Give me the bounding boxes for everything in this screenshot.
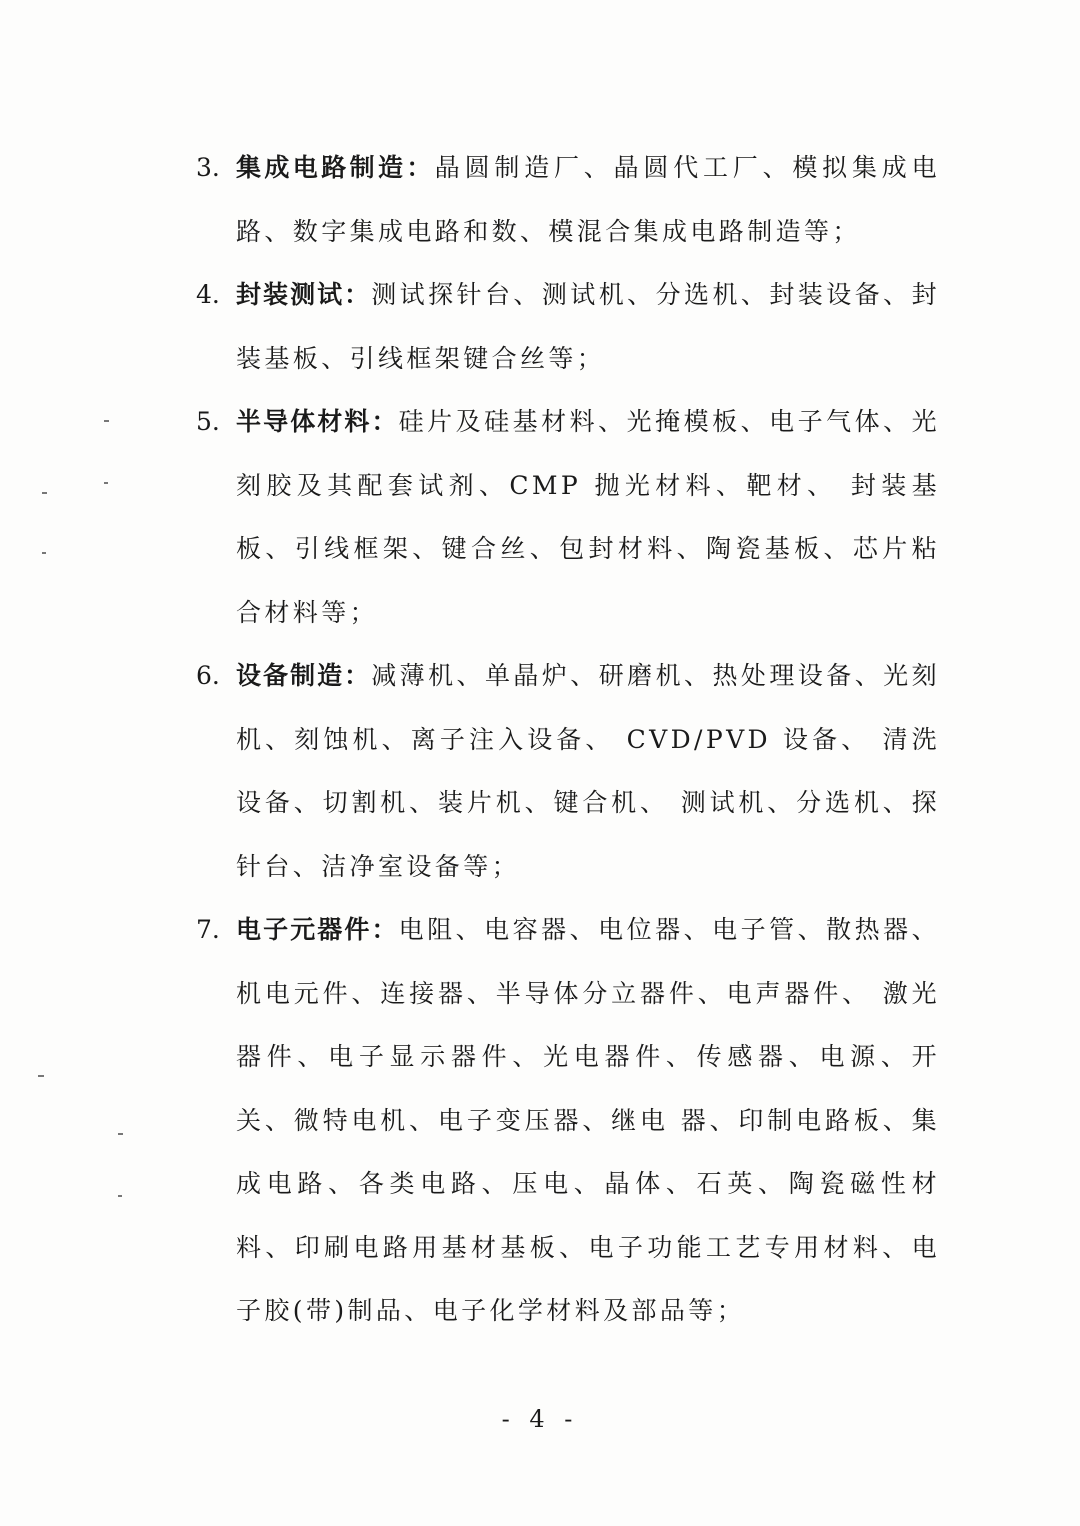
list-item-7 <box>196 898 940 1343</box>
item-number: 7. <box>196 915 220 944</box>
list-item-5 <box>196 390 940 644</box>
item-text: 硅片及硅基材料、光掩模板、电子气体、光刻胶及其配套试剂、CMP 抛光材料、靶材、 封装基板、引线框架、键合丝、包封材料、陶瓷基板、芯片粘合材料等； <box>236 407 940 627</box>
scan-speck <box>42 492 47 494</box>
item-text: 电阻、电容器、电位器、电子管、散热器、机电元件、连接器、半导体分立器件、电声器件、 激光器件、电子显示器件、光电器件、传感器、电源、开关、微特电机、电子变压器、继电 器、印制电路板、集成电路、各类电路、压电、晶体、石英、陶瓷磁性材料、印刷电路用基材基板、电子功能工艺专用材料、电子胶(带)制品、电子化学材料及部品等； <box>236 915 940 1325</box>
item-term: 封装测试： <box>236 280 372 309</box>
item-term: 半导体材料： <box>236 407 399 436</box>
industry-category-list <box>196 136 940 1343</box>
scan-speck <box>118 1195 122 1197</box>
item-term: 设备制造： <box>236 661 372 690</box>
scan-speck <box>42 552 46 554</box>
item-number: 3. <box>196 153 220 182</box>
item-number: 6. <box>196 661 220 690</box>
scan-speck <box>38 1075 44 1077</box>
list-item-4 <box>196 263 940 390</box>
scan-speck <box>118 1133 123 1135</box>
item-number: 5. <box>196 407 220 436</box>
item-term: 电子元器件： <box>236 915 399 944</box>
item-text: 减薄机、单晶炉、研磨机、热处理设备、光刻机、刻蚀机、离子注入设备、 CVD/PVD 设备、 清洗设备、切割机、装片机、键合机、 测试机、分选机、探针台、洁净室设备等； <box>236 661 940 881</box>
scan-speck <box>104 420 109 422</box>
item-term: 集成电路制造： <box>236 153 435 182</box>
scan-speck <box>104 482 108 484</box>
list-item-3 <box>196 136 940 263</box>
item-number: 4. <box>196 280 220 309</box>
page-number: - 4 - <box>501 1405 579 1433</box>
list-item-6 <box>196 644 940 898</box>
item-text: 测试探针台、测试机、分选机、封装设备、封装基板、引线框架键合丝等； <box>236 280 940 373</box>
item-text: 晶圆制造厂、晶圆代工厂、模拟集成电路、数字集成电路和数、模混合集成电路制造等； <box>236 153 940 246</box>
